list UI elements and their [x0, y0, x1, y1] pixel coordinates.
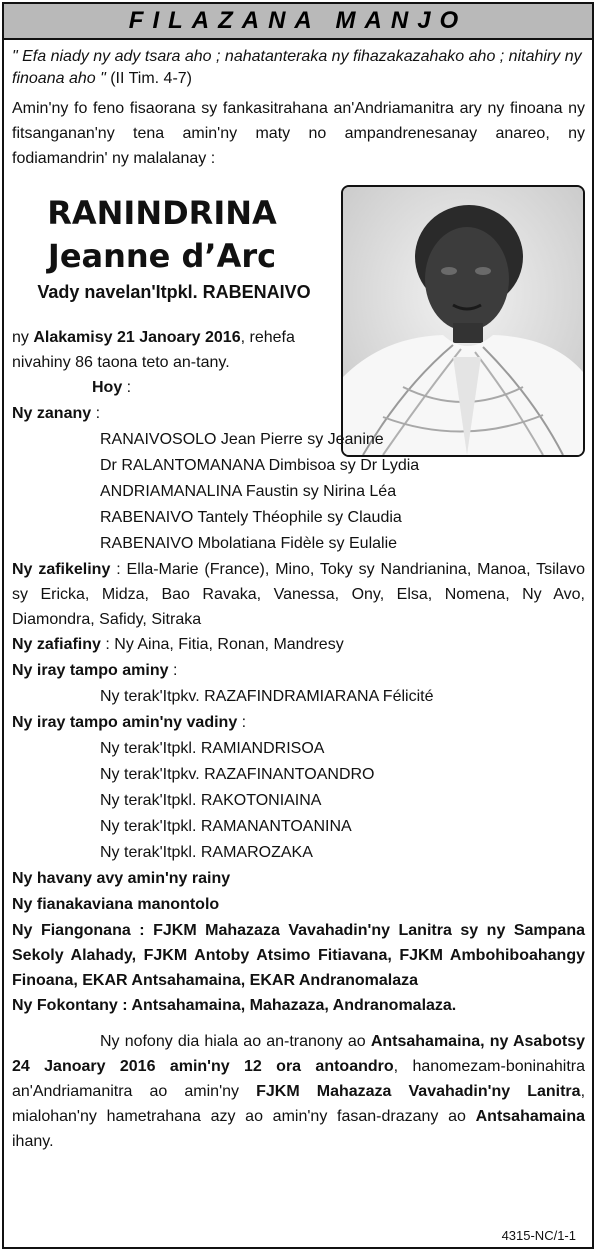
great-grandchildren: Ny zafiafiny : Ny Aina, Fitia, Ronan, Mandresy	[12, 636, 344, 653]
quote-text: " Efa niady ny ady tsara aho ; nahatanteraka ny fihazakazahako aho ; nitahiry ny finoana aho "	[12, 48, 582, 87]
list-item: Dr RALANTOMANANA Dimbisoa sy Dr Lydia	[100, 457, 420, 474]
intro-text: Amin'ny fo feno fisaorana sy fankasitrahana an'Andriamanitra ary ny finoana ny fitsanganan'ny tena amin'ny maty no ampandrenesanay anareo, ny fodiamandrin' ny malalanay :	[12, 100, 585, 167]
spouse-siblings-heading: Ny iray tampo amin'ny vadiny :	[12, 714, 247, 731]
bible-quote	[12, 46, 585, 90]
deceased-given-name: Jeanne d’Arc	[47, 237, 277, 275]
grandchildren: Ny zafikeliny : Ella-Marie (France), Mino, Toky sy Nandrianina, Manoa, Tsilavo sy Ericka, Midza, Bao Ravaka, Vanessa, Ony, Elsa, Nomena, Ny Avo, Diamondra, Safidy, Sitraka	[12, 561, 585, 628]
list-item: RANAIVOSOLO Jean Pierre sy Jeanine	[100, 431, 384, 448]
deceased-name-block	[12, 191, 312, 277]
death-date: Alakamisy 21 Janoary 2016	[33, 329, 241, 346]
hoy-line: Hoy :	[92, 379, 132, 396]
list-item: Ny terak'Itpkl. RAMAROZAKA	[100, 844, 313, 861]
children-list	[12, 427, 585, 557]
death-statement: ny Alakamisy 21 Janoary 2016, rehefa nivahiny 86 taona teto an-tany.	[12, 329, 295, 371]
notice-header	[4, 4, 592, 40]
churches-line: Ny Fiangonana : FJKM Mahazaza Vavahadin'ny Lanitra sy ny Sampana Sekoly Alahady, FJKM Antoby Atsimo Fitiavana, FJKM Ambohiboahangy Finoana, EKAR Antsahamaina, EKAR Andranomalaza	[12, 922, 585, 989]
relatives-line: Ny havany avy amin'ny rainy	[12, 870, 231, 887]
family-line: Ny fianakaviana manontolo	[12, 896, 220, 913]
list-item: Ny terak'Itpkl. RAMANANTOANINA	[100, 818, 352, 835]
obituary-notice	[2, 2, 594, 1249]
funeral-details: Ny nofony dia hiala ao an-tranony ao Antsahamaina, ny Asabotsy 24 Janoary 2016 amin'ny 12 ora antoandro, hanomezam-boninahitra an'Andriamanitra ao amin'ny FJKM Mahazaza Vavahadin'ny Lanitra, mialohan'ny hametrahana azy ao amin'ny fasan-drazany ao Antsahamaina ihany.	[12, 1033, 586, 1150]
siblings-list	[12, 684, 585, 710]
list-item: Ny terak'Itpkv. RAZAFINANTOANDRO	[100, 766, 375, 783]
quote-reference: (II Tim. 4-7)	[105, 70, 192, 87]
list-item: Ny terak'Itpkl. RAKOTONIAINA	[100, 792, 322, 809]
children-heading: Ny zanany :	[12, 405, 101, 422]
list-item: Ny terak'Itpkv. RAZAFINDRAMIARANA Félicité	[100, 688, 434, 705]
list-item: ANDRIAMANALINA Faustin sy Nirina Léa	[100, 483, 397, 500]
list-item: Ny terak'Itpkl. RAMIANDRISOA	[100, 740, 325, 757]
deceased-spouse: Vady navelan'Itpkl. RABENAIVO	[37, 282, 311, 302]
siblings-heading: Ny iray tampo aminy :	[12, 662, 178, 679]
ad-reference: 4315-NC/1-1	[501, 1228, 576, 1243]
spouse-siblings-list	[12, 736, 585, 866]
deceased-surname: RANINDRINA	[47, 194, 277, 232]
notice-title: FILAZANA MANJO	[128, 7, 468, 34]
fokontany-line: Ny Fokontany : Antsahamaina, Mahazaza, Andranomalaza.	[12, 997, 457, 1014]
list-item: RABENAIVO Tantely Théophile sy Claudia	[100, 509, 402, 526]
list-item: RABENAIVO Mbolatiana Fidèle sy Eulalie	[100, 535, 398, 552]
